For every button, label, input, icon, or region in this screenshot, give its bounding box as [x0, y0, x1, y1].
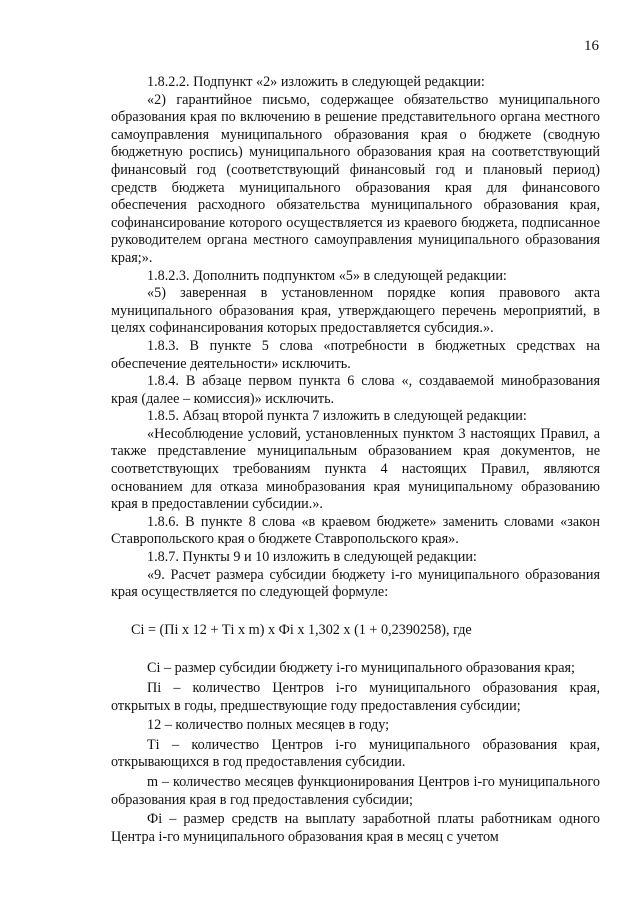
- definition: Тi – количество Центров i-го муниципального образования края, открывающихся в год предоставления субсидии.: [111, 736, 600, 771]
- definition: Сi – размер субсидии бюджету i-го муниципального образования края;: [147, 660, 575, 677]
- paragraph: 1.8.4. В абзаце первом пункта 6 слова «, создаваемой минобразования края (далее – комиссия)» исключить.: [111, 373, 600, 407]
- definition: Пi – количество Центров i-го муниципального образования края, открытых в годы, предшествующие году предоставления субсидии;: [111, 680, 600, 714]
- formula: Сi = (Пi х 12 + Тi х m) х Фi х 1,302 х (1 + 0,2390258), где: [131, 621, 472, 638]
- definition: 12 – количество полных месяцев в году;: [147, 717, 390, 734]
- definition: m – количество месяцев функционирования Центров i-го муниципального образования края в год предоставления субсидии;: [111, 773, 600, 808]
- paragraph: 1.8.6. В пункте 8 слова «в краевом бюджете» заменить словами «закон Ставропольского края о бюджете Ставропольского края».: [111, 513, 600, 548]
- paragraph: 1.8.2.2. Подпункт «2» изложить в следующей редакции:: [147, 74, 485, 90]
- paragraph: 1.8.3. В пункте 5 слова «потребности в бюджетных средствах на обеспечение деятельности» исключить.: [111, 337, 600, 372]
- paragraph: 1.8.2.3. Дополнить подпунктом «5» в следующей редакции:: [147, 267, 507, 284]
- paragraph: «Несоблюдение условий, установленных пунктом 3 настоящих Правил, а также представление муниципальным образованием края документов, не соответствующих требованиям пункта 4 настоящих Правил, являются основанием для отказа минобразования края муниципальному образованию края в предоставлении субсидии.».: [111, 425, 600, 513]
- paragraph: 1.8.7. Пункты 9 и 10 изложить в следующей редакции:: [147, 549, 477, 566]
- page-number: 16: [584, 38, 599, 54]
- document-body: [111, 74, 600, 846]
- definition: Фi – размер средств на выплату заработной платы работникам одного Центра i-го муниципального образования края в месяц с учетом: [111, 811, 600, 845]
- paragraph: 1.8.5. Абзац второй пункта 7 изложить в следующей редакции:: [147, 408, 527, 425]
- paragraph: «2) гарантийное письмо, содержащее обязательство муниципального образования края по включению в решение представительного органа местного самоуправления муниципального образования края о бюджете (сводную бюджетную роспись) муниципального образования края на соответствующий финансовый год (соответствующий финансовый год и плановый период) средств бюджета муниципального образования края для финансового обеспечения расходного обязательства муниципального образования края, софинансирование которого осуществляется из краевого бюджета, подписанное руководителем органа местного самоуправления муниципального образования края;».: [111, 91, 600, 266]
- paragraph: «9. Расчет размера субсидии бюджету i-го муниципального образования края осуществляется по следующей формуле:: [111, 566, 600, 601]
- paragraph: «5) заверенная в установленном порядке копия правового акта муниципального образования края, утверждающего перечень мероприятий, в целях софинансирования которых предоставляется субсидия.».: [111, 285, 600, 337]
